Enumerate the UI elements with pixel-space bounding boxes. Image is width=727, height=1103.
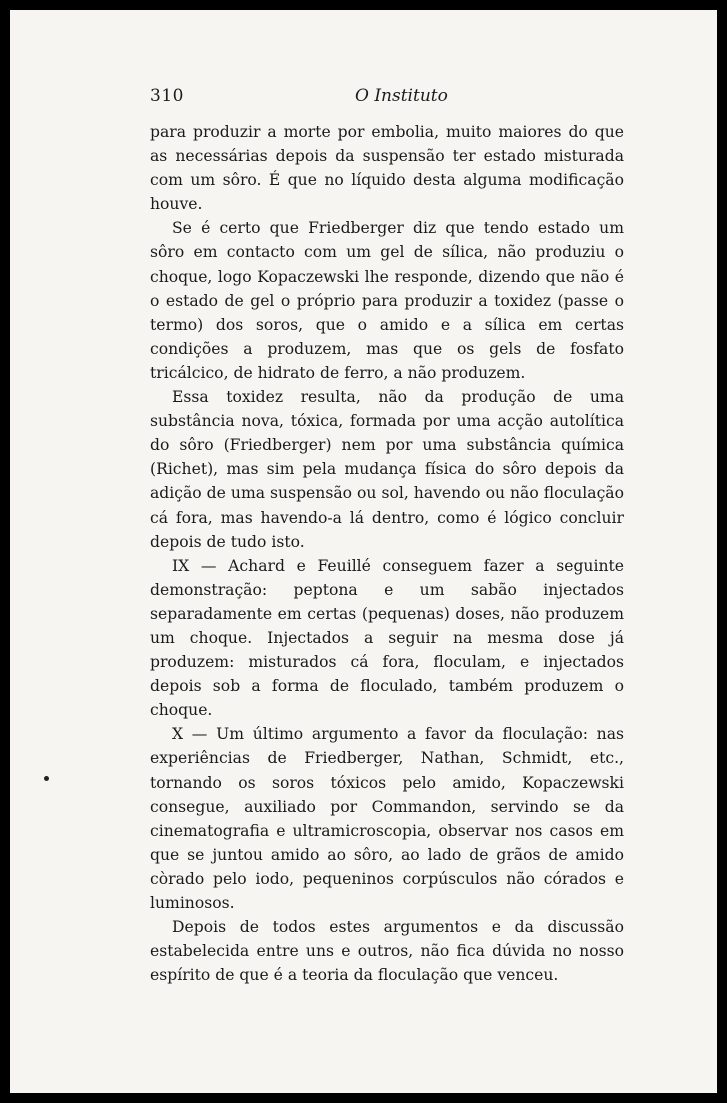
paragraph-friedberger-silica: Se é certo que Friedberger diz que tendo estado um sôro em contacto com um gel de sílica, não produziu o choque, logo Kopaczewski lhe responde, dizendo que não é o estado de gel o próprio para produzir a toxidez (passe o termo) dos soros, que o amido e a sílica em certas condições a produzem, mas que os gels de fosfato tricálcico, de hidrato de ferro, a não produzem. [150,219,624,382]
paragraph-continuation: para produzir a morte por embolia, muito maiores do que as necessárias depois da suspensão ter estado misturada com um sôro. É que no líquido desta alguma modificação houve. [150,123,624,214]
ink-spot [44,776,49,781]
paragraph-toxidez: Essa toxidez resulta, não da produção de uma substância nova, tóxica, formada por uma acção autolítica do sôro (Friedberger) nem por uma substância química (Richet), mas sim pela mudança física do sôro depois da adição de uma suspensão ou sol, havendo ou não floculação cá fora, mas havendo-a lá dentro, como é lógico concluir depois de tudo isto. [150,388,624,551]
body-text [150,120,624,987]
paragraph-section-x: X — Um último argumento a favor da floculação: nas experiências de Friedberger, Nathan, Schmidt, etc., tornando os soros tóxicos pelo amido, Kopaczewski consegue, auxiliado por Commandon, servindo se da cinematografia e ultramicroscopia, observar nos casos em que se juntou amido ao sôro, ao lado de grãos de amido còrado pelo iodo, pequeninos corpúsculos não córados e luminosos. [150,725,624,912]
page-header [150,86,630,110]
paragraph-conclusion: Depois de todos estes argumentos e da discussão estabelecida entre uns e outros, não fica dúvida no nosso espírito de que é a teoria da floculação que venceu. [150,918,624,985]
book-page [10,10,717,1093]
running-title: O Instituto [355,86,448,106]
paragraph-section-ix: IX — Achard e Feuillé conseguem fazer a seguinte demonstração: peptona e um sabão injectados separadamente em certas (pequenas) doses, não produzem um choque. Injectados a seguir na mesma dose já produzem: misturados cá fora, floculam, e injectados depois sob a forma de floculado, também produzem o choque. [150,556,624,720]
page-number: 310 [150,86,184,106]
